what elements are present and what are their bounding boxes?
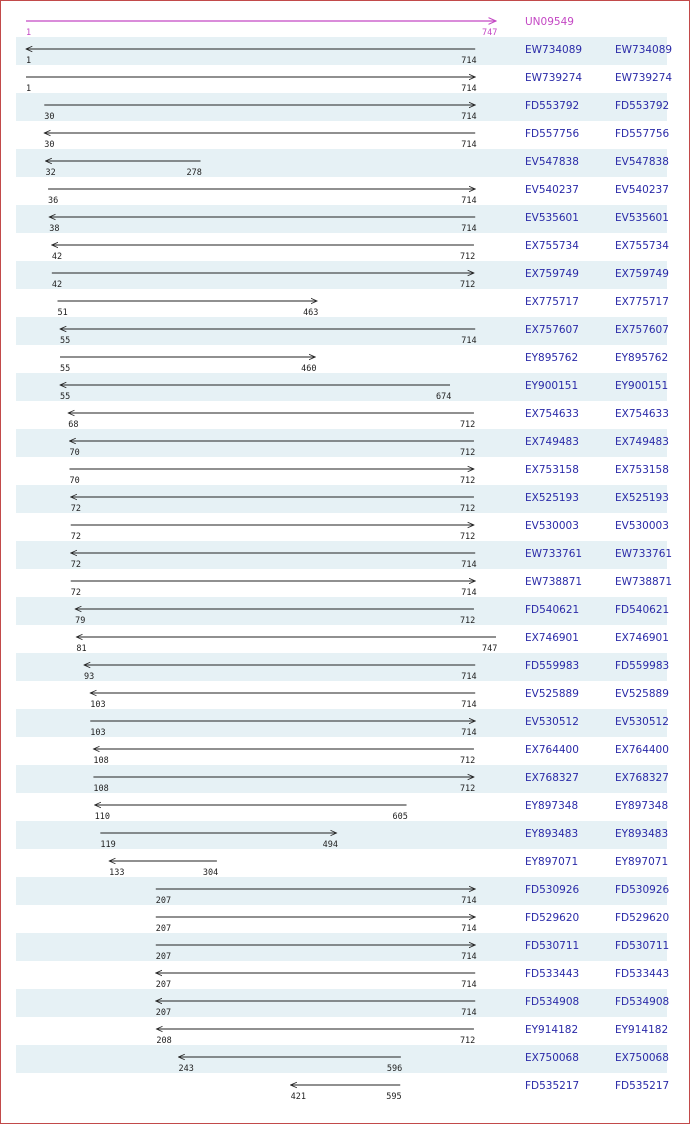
start-position-label: 1 xyxy=(26,56,32,66)
alignment-id-link[interactable]: EV535601 xyxy=(525,212,579,224)
end-position-label: 714 xyxy=(461,700,477,710)
alignment-id-link[interactable]: EX755734 xyxy=(525,240,579,252)
alignment-id-link[interactable]: EW739274 xyxy=(525,72,583,84)
start-position-label: 103 xyxy=(90,700,106,710)
alignment-row xyxy=(44,128,669,150)
start-position-label: 30 xyxy=(44,112,55,122)
alignment-id-link[interactable]: FD535217 xyxy=(525,1080,580,1092)
start-position-label: 55 xyxy=(60,364,71,374)
alignment-id-link[interactable]: FD530711 xyxy=(525,940,580,952)
end-position-label: 712 xyxy=(459,616,476,626)
alignment-id-link-secondary[interactable]: EY895762 xyxy=(615,352,669,364)
start-position-label: 72 xyxy=(70,588,81,598)
start-position-label: 42 xyxy=(51,252,63,262)
alignment-id-link[interactable]: FD534908 xyxy=(525,996,580,1008)
alignment-row xyxy=(93,744,669,766)
alignment-id-link-secondary[interactable]: EV525889 xyxy=(615,688,669,700)
alignment-id-link[interactable]: EW734089 xyxy=(525,44,583,56)
start-position-label: 1 xyxy=(26,28,32,38)
alignment-id-link-secondary[interactable]: EV540237 xyxy=(615,184,669,196)
alignment-id-link[interactable]: EV530003 xyxy=(525,520,579,532)
alignment-row xyxy=(26,72,672,94)
alignment-id-link-secondary[interactable]: FD559983 xyxy=(615,660,670,672)
alignment-id-link[interactable]: FD553792 xyxy=(525,100,580,112)
alignment-id-link-secondary[interactable]: EX753158 xyxy=(615,464,669,476)
end-position-label: 714 xyxy=(461,728,477,738)
start-position-label: 70 xyxy=(69,476,80,486)
end-position-label: 712 xyxy=(459,532,476,542)
alignment-id-link[interactable]: EY895762 xyxy=(525,352,579,364)
alignment-row xyxy=(156,1024,668,1046)
end-position-label: 714 xyxy=(461,896,477,906)
alignment-row xyxy=(60,352,668,374)
end-position-label: 714 xyxy=(461,924,477,934)
alignment-id-link-secondary[interactable]: FD529620 xyxy=(615,912,670,924)
end-position-label: 714 xyxy=(461,56,477,66)
alignment-row xyxy=(291,1080,670,1102)
alignment-row xyxy=(156,968,669,990)
alignment-id-link-secondary[interactable]: EW738871 xyxy=(615,576,673,588)
alignment-row xyxy=(68,408,669,430)
alignment-id-link[interactable]: FD529620 xyxy=(525,912,580,924)
end-position-label: 595 xyxy=(386,1092,402,1102)
alignment-id-link-secondary[interactable]: EX775717 xyxy=(615,296,669,308)
start-position-label: 243 xyxy=(178,1064,194,1074)
alignment-row xyxy=(58,296,669,318)
alignment-id-link[interactable]: FD557756 xyxy=(525,128,580,140)
start-position-label: 421 xyxy=(290,1092,306,1102)
alignment-id-link[interactable]: EX753158 xyxy=(525,464,579,476)
alignment-id-link-secondary[interactable]: FD540621 xyxy=(615,604,670,616)
alignment-id-link-secondary[interactable]: EW733761 xyxy=(615,548,673,560)
alignment-diagram xyxy=(1,1,689,1123)
alignment-id-link-secondary[interactable]: EX768327 xyxy=(615,772,669,784)
alignment-id-link[interactable]: FD559983 xyxy=(525,660,580,672)
start-position-label: 38 xyxy=(49,224,60,234)
alignment-id-link-secondary[interactable]: EW739274 xyxy=(615,72,673,84)
alignment-id-link-secondary[interactable]: EX749483 xyxy=(615,436,669,448)
end-position-label: 714 xyxy=(461,1008,477,1018)
alignment-row xyxy=(109,856,668,878)
start-position-label: 207 xyxy=(155,980,172,990)
end-position-label: 712 xyxy=(459,252,476,262)
end-position-label: 460 xyxy=(301,364,317,374)
end-position-label: 714 xyxy=(461,952,477,962)
alignment-row xyxy=(48,184,669,206)
alignment-id-link-secondary[interactable]: EY897071 xyxy=(615,856,669,868)
alignment-id-link[interactable]: EW733761 xyxy=(525,548,583,560)
start-position-label: 70 xyxy=(69,448,80,458)
end-position-label: 494 xyxy=(322,840,338,850)
start-position-label: 42 xyxy=(51,280,63,290)
end-position-label: 605 xyxy=(392,812,408,822)
start-position-label: 79 xyxy=(75,616,86,626)
end-position-label: 714 xyxy=(461,196,477,206)
start-position-label: 207 xyxy=(155,952,172,962)
start-position-label: 110 xyxy=(94,812,111,822)
end-position-label: 712 xyxy=(459,448,476,458)
end-position-label: 747 xyxy=(482,28,498,38)
alignment-row xyxy=(76,632,669,654)
alignment-id-link[interactable]: EY914182 xyxy=(525,1024,579,1036)
alignment-id-link-secondary[interactable]: FD534908 xyxy=(615,996,670,1008)
alignment-id-link[interactable]: EW738871 xyxy=(525,576,583,588)
alignment-id-link-secondary[interactable]: FD553792 xyxy=(615,100,670,112)
start-position-label: 72 xyxy=(70,532,81,542)
alignment-id-link[interactable]: EV525889 xyxy=(525,688,579,700)
alignment-id-link[interactable]: EX764400 xyxy=(525,744,579,756)
end-position-label: 714 xyxy=(461,140,477,150)
alignment-id-link-secondary[interactable]: EX750068 xyxy=(615,1052,669,1064)
end-position-label: 714 xyxy=(461,84,477,94)
reference-id-link[interactable]: UN09549 xyxy=(525,16,574,28)
alignment-id-link-secondary[interactable]: FD557756 xyxy=(615,128,670,140)
alignment-id-link[interactable]: EX525193 xyxy=(525,492,579,504)
alignment-id-link[interactable]: EX749483 xyxy=(525,436,579,448)
alignment-id-link[interactable]: EY897348 xyxy=(525,800,579,812)
alignment-row xyxy=(71,576,672,598)
alignment-row xyxy=(156,912,669,934)
start-position-label: 108 xyxy=(93,756,109,766)
end-position-label: 714 xyxy=(461,224,477,234)
end-position-label: 714 xyxy=(461,560,477,570)
alignment-id-link[interactable]: EX775717 xyxy=(525,296,579,308)
alignment-id-link-secondary[interactable]: FD535217 xyxy=(615,1080,670,1092)
alignment-id-link[interactable]: EX750068 xyxy=(525,1052,579,1064)
start-position-label: 208 xyxy=(156,1036,172,1046)
alignment-id-link[interactable]: FD533443 xyxy=(525,968,580,980)
alignment-row xyxy=(69,464,668,486)
end-position-label: 596 xyxy=(386,1064,403,1074)
end-position-label: 714 xyxy=(461,588,477,598)
alignment-id-link-secondary[interactable]: EX525193 xyxy=(615,492,669,504)
alignment-id-link-secondary[interactable]: EX757607 xyxy=(615,324,669,336)
alignment-id-link-secondary[interactable]: EX759749 xyxy=(615,268,669,280)
start-position-label: 207 xyxy=(155,1008,172,1018)
alignment-id-link-secondary[interactable]: EV530512 xyxy=(615,716,669,728)
end-position-label: 463 xyxy=(303,308,319,318)
alignment-id-link[interactable]: EY900151 xyxy=(525,380,579,392)
end-position-label: 304 xyxy=(202,868,219,878)
start-position-label: 30 xyxy=(44,140,55,150)
alignment-id-link-secondary[interactable]: EY900151 xyxy=(615,380,669,392)
end-position-label: 712 xyxy=(459,280,476,290)
start-position-label: 207 xyxy=(155,896,172,906)
alignment-id-link[interactable]: EY897071 xyxy=(525,856,579,868)
alignment-id-link-secondary[interactable]: EY914182 xyxy=(615,1024,669,1036)
end-position-label: 674 xyxy=(436,392,452,402)
alignment-id-link-secondary[interactable]: EV535601 xyxy=(615,212,669,224)
end-position-label: 712 xyxy=(459,1036,476,1046)
end-position-label: 278 xyxy=(186,168,202,178)
alignment-id-link[interactable]: EX759749 xyxy=(525,268,579,280)
alignment-id-link[interactable]: EX746901 xyxy=(525,632,579,644)
end-position-label: 712 xyxy=(459,420,476,430)
alignment-row xyxy=(71,520,669,542)
alignment-id-link-secondary[interactable]: EX764400 xyxy=(615,744,669,756)
alignment-id-link[interactable]: FD540621 xyxy=(525,604,580,616)
alignment-id-link-secondary[interactable]: EX755734 xyxy=(615,240,669,252)
alignment-id-link-secondary[interactable]: EV547838 xyxy=(615,156,669,168)
start-position-label: 1 xyxy=(26,84,32,94)
start-position-label: 32 xyxy=(45,168,56,178)
end-position-label: 712 xyxy=(459,504,476,514)
alignment-id-link-secondary[interactable]: EX746901 xyxy=(615,632,669,644)
alignment-id-link-secondary[interactable]: FD530711 xyxy=(615,940,670,952)
start-position-label: 68 xyxy=(68,420,79,430)
alignment-id-link-secondary[interactable]: EY897348 xyxy=(615,800,669,812)
alignment-id-link[interactable]: EV530512 xyxy=(525,716,579,728)
start-position-label: 81 xyxy=(76,644,87,654)
alignment-id-link-secondary[interactable]: FD530926 xyxy=(615,884,670,896)
start-position-label: 51 xyxy=(57,308,68,318)
alignment-id-link-secondary[interactable]: EV530003 xyxy=(615,520,669,532)
end-position-label: 714 xyxy=(461,672,477,682)
start-position-label: 72 xyxy=(70,560,81,570)
start-position-label: 108 xyxy=(93,784,109,794)
end-position-label: 714 xyxy=(461,112,477,122)
alignment-id-link[interactable]: EX768327 xyxy=(525,772,579,784)
end-position-label: 747 xyxy=(482,644,498,654)
end-position-label: 714 xyxy=(461,980,477,990)
start-position-label: 207 xyxy=(155,924,172,934)
start-position-label: 72 xyxy=(70,504,81,514)
end-position-label: 712 xyxy=(459,756,476,766)
alignment-id-link[interactable]: EX754633 xyxy=(525,408,579,420)
start-position-label: 119 xyxy=(100,840,116,850)
reference-row xyxy=(26,16,574,38)
alignment-row xyxy=(52,240,669,262)
start-position-label: 133 xyxy=(109,868,125,878)
alignment-id-link[interactable]: EV540237 xyxy=(525,184,579,196)
alignment-id-link[interactable]: EY893483 xyxy=(525,828,579,840)
alignment-row xyxy=(95,800,668,822)
alignment-id-link-secondary[interactable]: EW734089 xyxy=(615,44,673,56)
end-position-label: 712 xyxy=(459,476,476,486)
alignment-id-link-secondary[interactable]: EX754633 xyxy=(615,408,669,420)
start-position-label: 36 xyxy=(48,196,59,206)
alignment-id-link[interactable]: EV547838 xyxy=(525,156,579,168)
alignment-id-link-secondary[interactable]: EY893483 xyxy=(615,828,669,840)
alignment-id-link-secondary[interactable]: FD533443 xyxy=(615,968,670,980)
end-position-label: 712 xyxy=(459,784,476,794)
start-position-label: 93 xyxy=(83,672,95,682)
alignment-id-link[interactable]: EX757607 xyxy=(525,324,579,336)
start-position-label: 55 xyxy=(60,392,71,402)
alignment-id-link[interactable]: FD530926 xyxy=(525,884,580,896)
alignment-row xyxy=(90,688,669,710)
end-position-label: 714 xyxy=(461,336,477,346)
start-position-label: 103 xyxy=(90,728,106,738)
start-position-label: 55 xyxy=(60,336,71,346)
